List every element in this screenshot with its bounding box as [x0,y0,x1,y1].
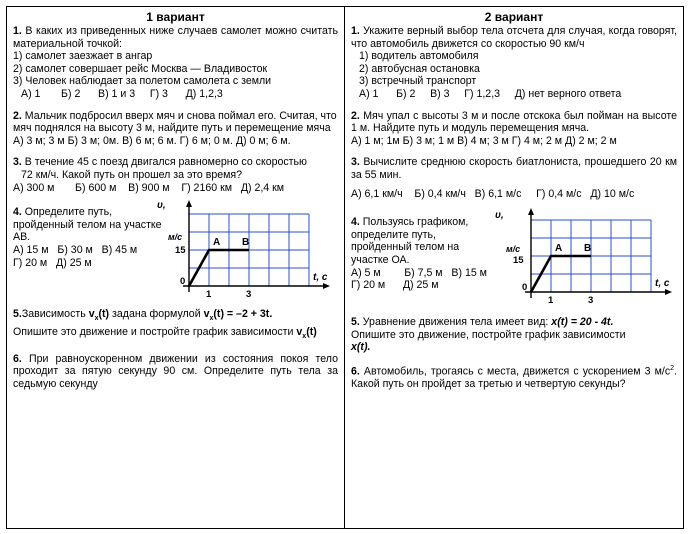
v2-q2-text: Мяч упал с высоты 3 м и после отскока был пойман на высоте 1 м. Найдите путь и модуль перемещения мяча. [351,109,677,135]
v2-q3-number: 3. [351,156,360,169]
v1-q3-text: В течение 45 с поезд двигался равномерно со скоростью [24,156,307,169]
v1-q5-formula-var: v [203,308,210,321]
v2-q5-pre: Уравнение движения тела имеет вид: [362,316,552,329]
v1-q5-var-sub: x [94,315,99,323]
v2-q5-formula: x(t) = 20 - 4t. [551,316,614,329]
v1-q3-text-2: 72 км/ч. Какой путь он прошел за это время? [21,168,243,181]
v1-q5-var-3: v [296,325,303,338]
v1-graph-x-tick-3: 3 [246,289,252,299]
v1-q1-text: В каких из приведенных ниже случаев самолет можно считать материальной точкой: [13,25,338,50]
v2-graph-x-label: t, с [655,278,670,290]
v1-q5-var-post: (t) [98,308,110,321]
variant-2-title: 2 вариант [484,10,544,24]
v1-q5-pre: Зависимость [21,308,89,321]
v1-q4-text: Определите путь, пройденный телом на участке АВ. [13,206,162,244]
v1-velocity-graph [153,196,338,298]
v1-q4-number: 4. [13,206,22,219]
v1-graph-y-unit: м/с [168,232,183,243]
v2-question-4 [351,206,677,307]
v1-q5-text-2: Опишите это движение и постройте график зависимости [13,325,297,338]
v2-graph-x-tick-1: 1 [548,295,554,307]
v2-q6-number: 6. [351,365,360,378]
v2-graph-origin: 0 [522,282,528,294]
v2-q1-answers: А) 1 Б) 2 В) 3 Г) 1,2,3 Д) нет верного ответа [359,87,622,100]
v2-q2-number: 2. [351,109,360,122]
v1-graph-x-tick-1: 1 [206,289,212,299]
v2-q1-number: 1. [351,25,360,37]
v2-graph-y-label: υ, [495,210,504,222]
v1-q5-formula: (t) = –2 + 3t. [213,308,273,321]
v2-question-1 [351,25,677,101]
v2-question-5 [351,316,677,354]
v2-velocity-graph [495,206,680,306]
v1-graph-point-b: B [242,237,250,249]
v1-q1-item-3: 3) Человек наблюдает за полетом самолета с земли [13,75,272,88]
v2-q1-item-2: 2) автобусная остановка [359,62,480,75]
v1-question-3 [13,156,338,194]
v2-graph-y-unit: м/с [506,244,521,255]
v1-graph-point-a: A [213,237,221,249]
v2-q1-item-1: 1) водитель автомобиля [359,50,479,63]
v2-q5-text-3: x(t). [351,341,371,354]
v2-graph-point-a: A [555,243,563,255]
v1-q1-answers: А) 1 Б) 2 В) 1 и 3 Г) 3 Д) 1,2,3 [21,87,223,100]
v1-q2-text: Мальчик подбросил вверх мяч и снова поймал его. Считая, что мяч поднялся на высоту 3 м, найдите путь и перемещение мяча [13,109,337,135]
v1-q3-number: 3. [13,156,22,169]
v1-q5-mid: задана формулой [109,308,204,321]
v1-q2-answers: А) 3 м; 3 м Б) 3 м; 0м. В) 6 м; 6 м. Г) 6 м; 0 м. Д) 0 м; 6 м. [13,134,291,147]
variant-1-title: 1 вариант [146,10,205,24]
v2-question-3 [351,156,677,200]
v2-q4-text: Пользуясь графиком, определите путь, пройденный телом на участке ОА. [351,216,469,266]
v1-q1-number: 1. [13,25,22,37]
v1-graph-y-tick: 15 [175,245,186,257]
v1-q1-item-1: 1) самолет заезжает в ангар [13,50,153,63]
v2-question-2 [351,110,677,148]
v1-q5-var-3-post: (t) [306,325,317,338]
v2-graph-y-tick: 15 [513,255,524,267]
v1-question-2 [13,110,338,148]
v2-q4-answers-2: Г) 20 м Д) 25 м [351,279,439,292]
v2-graph-point-b: B [584,243,592,255]
v1-graph-y-label: υ, [157,200,166,212]
v1-question-1 [13,25,338,101]
v1-q6-number: 6. [13,352,22,365]
v1-question-5 [13,308,338,343]
v2-q3-text: Вычислите среднюю скорость биатлониста, прошедшего 20 км за 55 мин. [351,156,677,181]
v1-q5-number: 5. [13,308,22,321]
v2-q6-sup: 2 [670,364,675,372]
v1-q3-answers: А) 300 м Б) 600 м В) 900 м Г) 2160 км Д) 2,4 км [13,181,285,194]
v2-q6-post: . Какой путь он пройдет за третью и четвертую секунды? [351,365,677,391]
v1-question-6 [13,353,338,391]
v1-q2-number: 2. [13,109,22,122]
v2-q5-number: 5. [351,316,360,329]
v2-q4-number: 4. [351,216,360,229]
v2-q1-item-3: 3) встречный транспорт [359,75,477,88]
variant-1-column [7,7,345,528]
v1-q5-var-3-sub: x [302,332,307,340]
v2-q1-text: Укажите верный выбор тела отсчета для случая, когда говорят, что автомобиль движется со скоростью 90 км/ч [351,25,677,50]
v1-q1-item-2: 2) самолет совершает рейс Москва — Владивосток [13,62,268,75]
v1-q6-text: При равноускоренном движении из состояния покоя тело проходит за пятую секунду 90 см. Определите путь тела за седьмую секунду [13,352,338,390]
v2-question-6 [351,363,677,391]
v2-q4-answers-1: А) 5 м Б) 7,5 м В) 15 м [351,266,487,279]
v1-graph-origin: 0 [180,276,186,288]
v1-q5-formula-sub: x [209,315,214,323]
v2-graph-x-tick-3: 3 [588,295,594,307]
v2-q6-pre: Автомобиль, трогаясь с места, движется с ускорением 3 м/с [363,365,671,378]
v1-q4-answers-2: Г) 20 м Д) 25 м [13,256,92,269]
v2-q2-answers: А) 1 м; 1м Б) 3 м; 1 м В) 4 м; 3 м Г) 4 м; 2 м Д) 2 м; 2 м [351,134,617,147]
v1-graph-x-label: t, с [313,272,328,284]
worksheet [6,6,684,529]
v1-question-4 [13,200,338,302]
v2-q3-answers: А) 6,1 км/ч Б) 0,4 км/ч В) 6,1 м/с Г) 0,4 м/с Д) 10 м/с [351,187,635,200]
v2-q5-text-2: Опишите это движение, постройте график зависимости [351,328,626,341]
v1-q5-var: v [88,308,95,321]
v1-q4-answers-1: А) 15 м Б) 30 м В) 45 м [13,243,138,256]
variant-2-column [345,7,683,528]
